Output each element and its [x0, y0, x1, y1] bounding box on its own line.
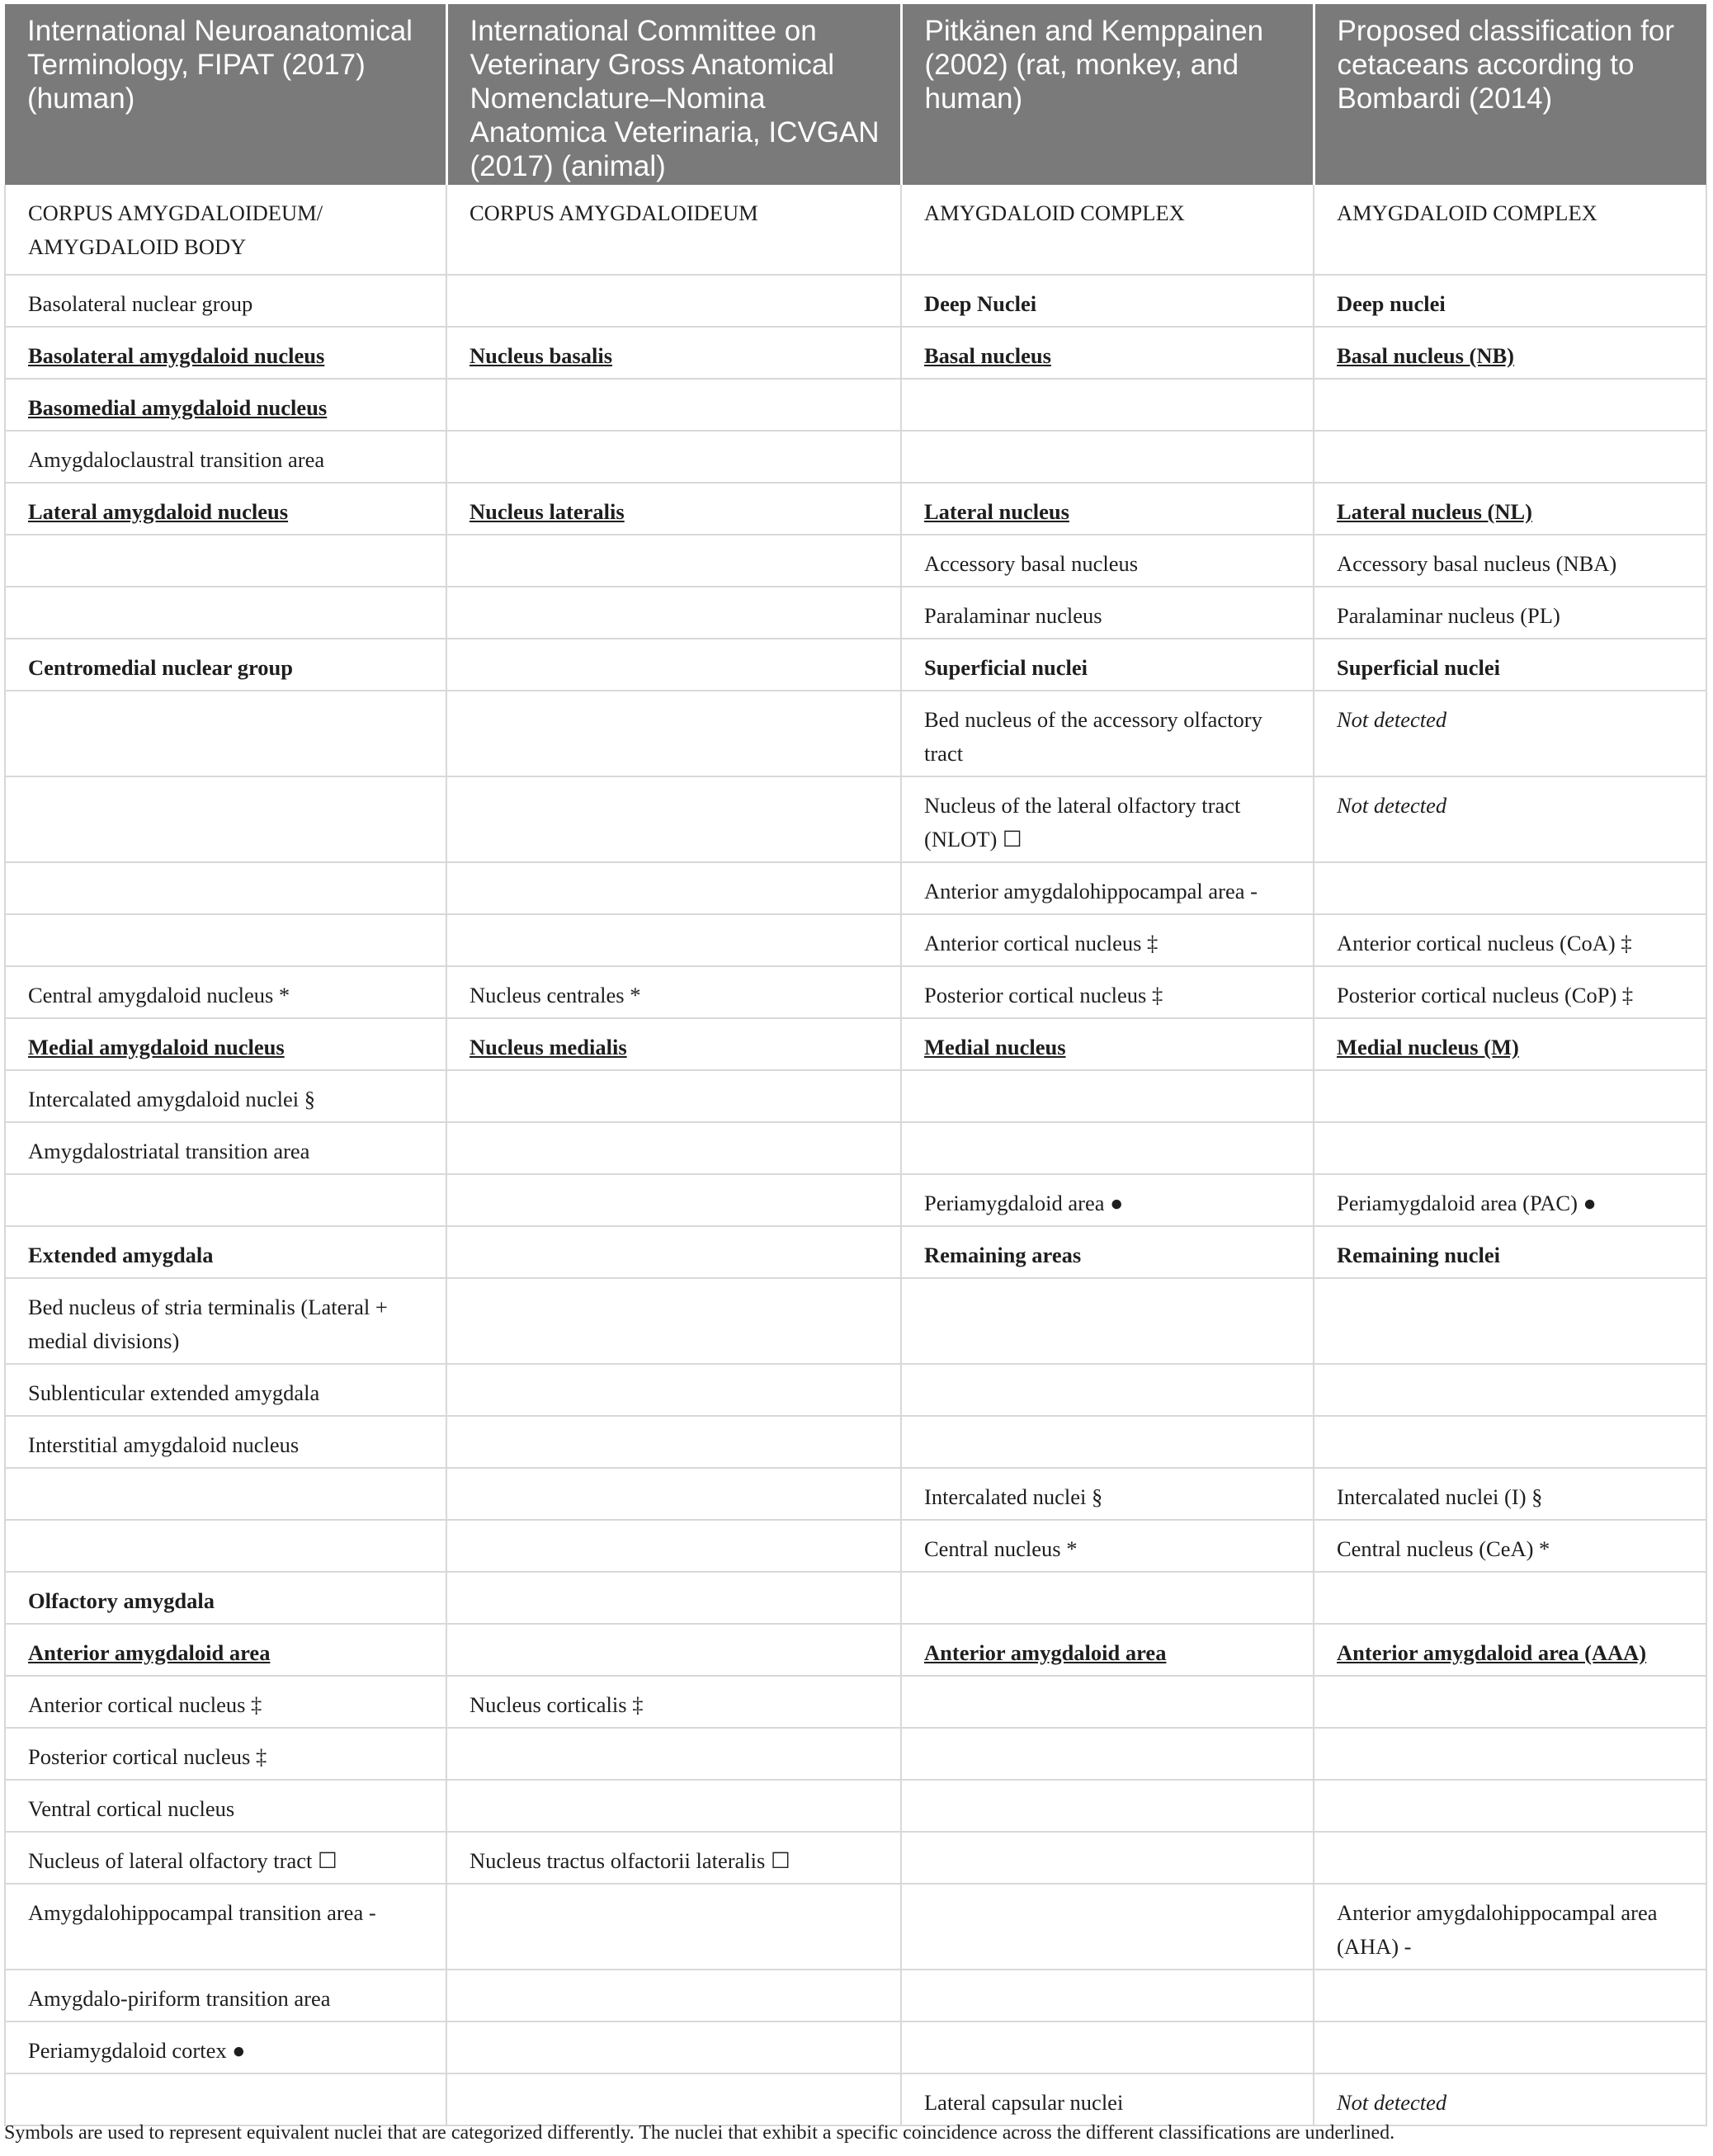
table-row — [5, 1884, 1706, 1970]
cetacean-cell — [1314, 1364, 1706, 1416]
pitkanen-cell: Anterior amygdalohippocampal area - — [901, 862, 1314, 914]
table-row — [5, 1520, 1706, 1572]
icvgan-cell: CORPUS AMYGDALOIDEUM — [446, 185, 901, 275]
fipat-cell: Sublenticular extended amygdala — [5, 1364, 446, 1416]
icvgan-cell — [446, 1624, 901, 1676]
pitkanen-cell — [901, 1416, 1314, 1468]
cetacean-cell — [1314, 1780, 1706, 1832]
fipat-cell: Basomedial amygdaloid nucleus — [5, 379, 446, 431]
icvgan-cell — [446, 1572, 901, 1624]
pitkanen-cell — [901, 1780, 1314, 1832]
fipat-cell: Nucleus of lateral olfactory tract ☐ — [5, 1832, 446, 1884]
table-row — [5, 327, 1706, 379]
icvgan-cell: Nucleus tractus olfactorii lateralis ☐ — [446, 1832, 901, 1884]
fipat-cell — [5, 1520, 446, 1572]
header-pitkanen: Pitkänen and Kemppainen (2002) (rat, monkey, and human) — [901, 4, 1314, 185]
icvgan-cell — [446, 1520, 901, 1572]
pitkanen-cell — [901, 1970, 1314, 2022]
fipat-cell: Olfactory amygdala — [5, 1572, 446, 1624]
cetacean-cell: Not detected — [1314, 2073, 1706, 2125]
cetacean-cell — [1314, 1572, 1706, 1624]
icvgan-cell — [446, 1070, 901, 1122]
icvgan-cell — [446, 691, 901, 776]
table-row — [5, 966, 1706, 1018]
table-row — [5, 431, 1706, 483]
pitkanen-cell: Accessory basal nucleus — [901, 535, 1314, 587]
icvgan-cell — [446, 914, 901, 966]
icvgan-cell — [446, 1122, 901, 1174]
icvgan-cell — [446, 1226, 901, 1278]
table-row — [5, 639, 1706, 691]
fipat-cell: Basolateral nuclear group — [5, 275, 446, 327]
table-row — [5, 1780, 1706, 1832]
icvgan-cell — [446, 535, 901, 587]
icvgan-cell — [446, 2073, 901, 2125]
cetacean-cell: Deep nuclei — [1314, 275, 1706, 327]
cetacean-cell: Intercalated nuclei (I) § — [1314, 1468, 1706, 1520]
fipat-cell: Interstitial amygdaloid nucleus — [5, 1416, 446, 1468]
fipat-cell: Ventral cortical nucleus — [5, 1780, 446, 1832]
pitkanen-cell: Periamygdaloid area ● — [901, 1174, 1314, 1226]
pitkanen-cell: Basal nucleus — [901, 327, 1314, 379]
icvgan-cell — [446, 862, 901, 914]
fipat-cell: Intercalated amygdaloid nuclei § — [5, 1070, 446, 1122]
pitkanen-cell: Deep Nuclei — [901, 275, 1314, 327]
table-row — [5, 1676, 1706, 1728]
icvgan-cell — [446, 1970, 901, 2022]
table-row — [5, 862, 1706, 914]
icvgan-cell: Nucleus medialis — [446, 1018, 901, 1070]
fipat-cell: Amygdalo-piriform transition area — [5, 1970, 446, 2022]
pitkanen-cell: Central nucleus * — [901, 1520, 1314, 1572]
table-row — [5, 1364, 1706, 1416]
cetacean-cell: Paralaminar nucleus (PL) — [1314, 587, 1706, 639]
table-row — [5, 535, 1706, 587]
fipat-cell: Anterior amygdaloid area — [5, 1624, 446, 1676]
pitkanen-cell — [901, 1884, 1314, 1970]
icvgan-cell — [446, 1278, 901, 1364]
icvgan-cell — [446, 1416, 901, 1468]
fipat-cell: Lateral amygdaloid nucleus — [5, 483, 446, 535]
table-header — [5, 4, 1706, 185]
table-row — [5, 2022, 1706, 2073]
table-row — [5, 1728, 1706, 1780]
icvgan-cell — [446, 587, 901, 639]
pitkanen-cell — [901, 1832, 1314, 1884]
table-row — [5, 1416, 1706, 1468]
pitkanen-cell — [901, 1364, 1314, 1416]
table-row — [5, 691, 1706, 776]
cetacean-cell: Accessory basal nucleus (NBA) — [1314, 535, 1706, 587]
pitkanen-cell: Bed nucleus of the accessory olfactory tract — [901, 691, 1314, 776]
cetacean-cell — [1314, 1070, 1706, 1122]
pitkanen-cell: Anterior cortical nucleus ‡ — [901, 914, 1314, 966]
icvgan-cell: Nucleus lateralis — [446, 483, 901, 535]
fipat-cell: Periamygdaloid cortex ● — [5, 2022, 446, 2073]
table-row — [5, 1070, 1706, 1122]
cetacean-cell — [1314, 379, 1706, 431]
table-row — [5, 275, 1706, 327]
pitkanen-cell — [901, 1572, 1314, 1624]
table-row — [5, 1278, 1706, 1364]
pitkanen-cell: Superficial nuclei — [901, 639, 1314, 691]
table-row — [5, 1572, 1706, 1624]
pitkanen-cell: Lateral capsular nuclei — [901, 2073, 1314, 2125]
table-row — [5, 379, 1706, 431]
cetacean-cell — [1314, 431, 1706, 483]
cetacean-cell — [1314, 862, 1706, 914]
table-footnote: Symbols are used to represent equivalent nuclei that are categorized differently. The nuclei that exhibit a specific coincidence across the different classifications are underlined. — [4, 2122, 1395, 2144]
table-row — [5, 1122, 1706, 1174]
fipat-cell: Anterior cortical nucleus ‡ — [5, 1676, 446, 1728]
pitkanen-cell — [901, 1122, 1314, 1174]
icvgan-cell — [446, 1174, 901, 1226]
cetacean-cell — [1314, 1122, 1706, 1174]
fipat-cell — [5, 535, 446, 587]
header-cetaceans: Proposed classification for cetaceans according to Bombardi (2014) — [1314, 4, 1706, 185]
cetacean-cell: Medial nucleus (M) — [1314, 1018, 1706, 1070]
table-row — [5, 587, 1706, 639]
table-row — [5, 1624, 1706, 1676]
pitkanen-cell: AMYGDALOID COMPLEX — [901, 185, 1314, 275]
table-row — [5, 914, 1706, 966]
cetacean-cell: Remaining nuclei — [1314, 1226, 1706, 1278]
icvgan-cell: Nucleus corticalis ‡ — [446, 1676, 901, 1728]
table-row — [5, 1226, 1706, 1278]
table-body — [5, 185, 1706, 2125]
cetacean-cell: Not detected — [1314, 776, 1706, 862]
cetacean-cell: Basal nucleus (NB) — [1314, 327, 1706, 379]
icvgan-cell — [446, 1364, 901, 1416]
pitkanen-cell: Lateral nucleus — [901, 483, 1314, 535]
cetacean-cell: AMYGDALOID COMPLEX — [1314, 185, 1706, 275]
pitkanen-cell: Nucleus of the lateral olfactory tract (NLOT) ☐ — [901, 776, 1314, 862]
icvgan-cell — [446, 379, 901, 431]
table-row — [5, 483, 1706, 535]
cetacean-cell — [1314, 1416, 1706, 1468]
cetacean-cell: Posterior cortical nucleus (CoP) ‡ — [1314, 966, 1706, 1018]
table-row — [5, 1174, 1706, 1226]
fipat-cell: Amygdalostriatal transition area — [5, 1122, 446, 1174]
fipat-cell: Central amygdaloid nucleus * — [5, 966, 446, 1018]
fipat-cell: Basolateral amygdaloid nucleus — [5, 327, 446, 379]
table-row — [5, 1970, 1706, 2022]
pitkanen-cell: Intercalated nuclei § — [901, 1468, 1314, 1520]
icvgan-cell: Nucleus centrales * — [446, 966, 901, 1018]
cetacean-cell — [1314, 1832, 1706, 1884]
pitkanen-cell — [901, 1278, 1314, 1364]
fipat-cell: Amygdaloclaustral transition area — [5, 431, 446, 483]
fipat-cell: Medial amygdaloid nucleus — [5, 1018, 446, 1070]
cetacean-cell — [1314, 1278, 1706, 1364]
pitkanen-cell: Remaining areas — [901, 1226, 1314, 1278]
pitkanen-cell: Medial nucleus — [901, 1018, 1314, 1070]
cetacean-cell: Lateral nucleus (NL) — [1314, 483, 1706, 535]
icvgan-cell — [446, 639, 901, 691]
cetacean-cell: Central nucleus (CeA) * — [1314, 1520, 1706, 1572]
nomenclature-table — [4, 4, 1707, 2126]
header-icvgan: International Committee on Veterinary Gross Anatomical Nomenclature–Nomina Anatomica Veterinaria, ICVGAN (2017) (animal) — [446, 4, 901, 185]
fipat-cell: Extended amygdala — [5, 1226, 446, 1278]
pitkanen-cell: Paralaminar nucleus — [901, 587, 1314, 639]
table-row — [5, 1468, 1706, 1520]
pitkanen-cell — [901, 2022, 1314, 2073]
pitkanen-cell — [901, 379, 1314, 431]
pitkanen-cell — [901, 431, 1314, 483]
fipat-cell — [5, 914, 446, 966]
table-row — [5, 2073, 1706, 2125]
fipat-cell — [5, 1174, 446, 1226]
table-row — [5, 185, 1706, 275]
icvgan-cell — [446, 1728, 901, 1780]
icvgan-cell — [446, 1780, 901, 1832]
pitkanen-cell — [901, 1676, 1314, 1728]
table-row — [5, 776, 1706, 862]
fipat-cell — [5, 862, 446, 914]
cetacean-cell: Not detected — [1314, 691, 1706, 776]
cetacean-cell: Periamygdaloid area (PAC) ● — [1314, 1174, 1706, 1226]
icvgan-cell: Nucleus basalis — [446, 327, 901, 379]
icvgan-cell — [446, 776, 901, 862]
pitkanen-cell: Posterior cortical nucleus ‡ — [901, 966, 1314, 1018]
fipat-cell: CORPUS AMYGDALOIDEUM/ AMYGDALOID BODY — [5, 185, 446, 275]
fipat-cell — [5, 1468, 446, 1520]
cetacean-cell: Anterior amygdalohippocampal area (AHA) - — [1314, 1884, 1706, 1970]
icvgan-cell — [446, 431, 901, 483]
icvgan-cell — [446, 275, 901, 327]
cetacean-cell — [1314, 1728, 1706, 1780]
cetacean-cell — [1314, 1676, 1706, 1728]
fipat-cell: Centromedial nuclear group — [5, 639, 446, 691]
fipat-cell — [5, 2073, 446, 2125]
fipat-cell — [5, 691, 446, 776]
icvgan-cell — [446, 1884, 901, 1970]
fipat-cell: Bed nucleus of stria terminalis (Lateral + medial divisions) — [5, 1278, 446, 1364]
pitkanen-cell: Anterior amygdaloid area — [901, 1624, 1314, 1676]
fipat-cell: Posterior cortical nucleus ‡ — [5, 1728, 446, 1780]
cetacean-cell: Superficial nuclei — [1314, 639, 1706, 691]
header-fipat: International Neuroanatomical Terminology, FIPAT (2017) (human) — [5, 4, 446, 185]
fipat-cell — [5, 587, 446, 639]
cetacean-cell: Anterior amygdaloid area (AAA) — [1314, 1624, 1706, 1676]
pitkanen-cell — [901, 1070, 1314, 1122]
header-row — [5, 4, 1706, 185]
table-row — [5, 1832, 1706, 1884]
cetacean-cell — [1314, 1970, 1706, 2022]
cetacean-cell — [1314, 2022, 1706, 2073]
icvgan-cell — [446, 2022, 901, 2073]
icvgan-cell — [446, 1468, 901, 1520]
fipat-cell: Amygdalohippocampal transition area - — [5, 1884, 446, 1970]
pitkanen-cell — [901, 1728, 1314, 1780]
table-row — [5, 1018, 1706, 1070]
cetacean-cell: Anterior cortical nucleus (CoA) ‡ — [1314, 914, 1706, 966]
fipat-cell — [5, 776, 446, 862]
